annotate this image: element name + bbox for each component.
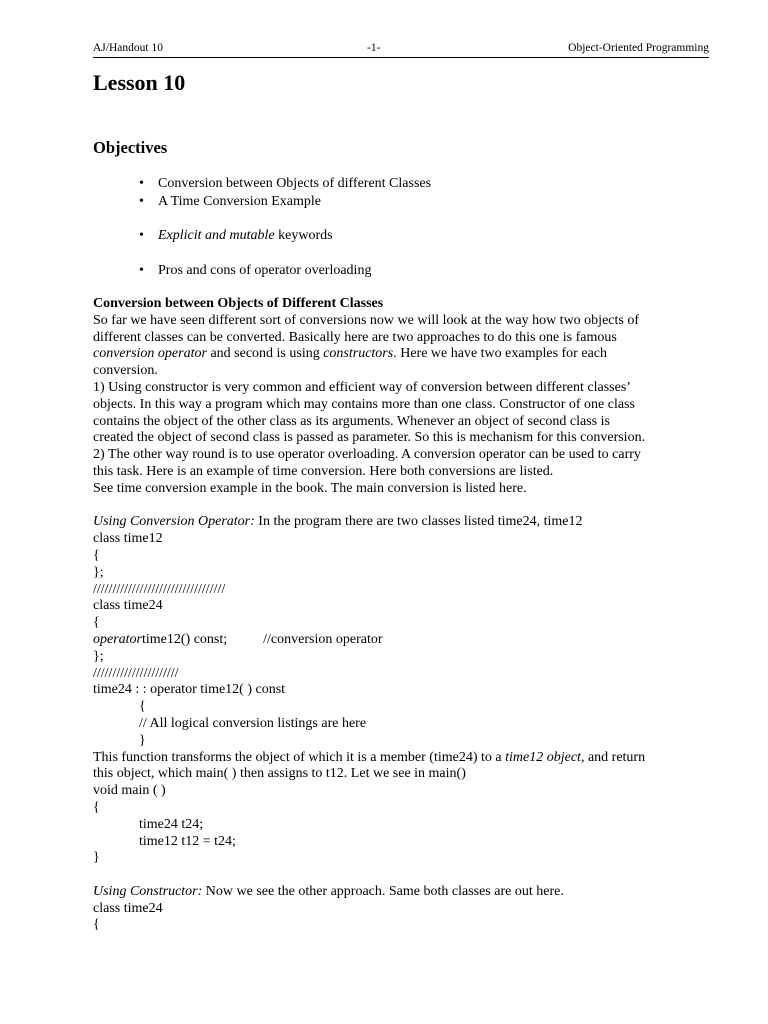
- intro-text: Now we see the other approach. Same both classes are out here.: [202, 883, 564, 899]
- code-line: {: [93, 615, 100, 631]
- term-time12-object: time12 object: [505, 749, 581, 765]
- code-line: {: [93, 799, 100, 815]
- paragraph-text: and second is using: [206, 346, 324, 362]
- code-line: class time12: [93, 531, 163, 547]
- paragraph-line: conversion.: [93, 363, 158, 379]
- code-line: {: [139, 699, 146, 715]
- intro-text: In the program there are two classes listed time24, time12: [254, 514, 583, 530]
- code-line: time12 t12 = t24;: [139, 833, 236, 849]
- lesson-title: Lesson 10: [93, 70, 186, 95]
- paragraph-line: objects. In this way a program which may contains more than one class. Constructor of one class: [93, 396, 635, 412]
- paragraph-text: . Here we have two examples for each: [393, 346, 607, 362]
- term-conversion-operator: conversion operator: [93, 346, 207, 362]
- paragraph-line: contains the object of the other class as its arguments. Whenever an object of second class is: [93, 413, 610, 429]
- objective-text: [158, 227, 333, 244]
- code-line: }: [93, 850, 100, 866]
- objectives-heading: Objectives: [93, 138, 168, 157]
- code-line: //////////////////////: [93, 665, 179, 681]
- code-line: {: [93, 917, 100, 933]
- bullet-icon: •: [139, 228, 144, 243]
- conversion-operator-intro: [93, 514, 709, 531]
- objective-italic: Explicit and mutable: [158, 228, 275, 243]
- paragraph-text: , and return: [580, 749, 646, 765]
- paragraph-line: created the object of second class is passed as parameter. So this is mechanism for this conversion.: [93, 430, 646, 446]
- objective-text: Conversion between Objects of different Classes: [158, 176, 432, 191]
- header-left: AJ/Handout 10: [93, 42, 163, 54]
- code-line: time24 : : operator time12( ) const: [93, 682, 286, 698]
- code-line: class time24: [93, 598, 163, 614]
- constructor-label: Using Constructor:: [93, 883, 203, 899]
- code-line: {: [93, 547, 100, 563]
- code-line: [93, 632, 709, 649]
- code-line: // All logical conversion listings are here: [139, 715, 367, 731]
- paragraph-text: This function transforms the object of which it is a member (time24) to a: [93, 749, 506, 765]
- handout-page: [93, 40, 709, 933]
- conversion-operator-label: Using Conversion Operator:: [93, 514, 255, 530]
- bullet-icon: •: [139, 263, 144, 278]
- page-header: [93, 40, 709, 58]
- code-comment: //conversion operator: [263, 631, 383, 647]
- code-line: };: [93, 648, 104, 664]
- operator-keyword: operator: [93, 631, 142, 647]
- spacer: [93, 498, 709, 515]
- paragraph-line: different classes can be converted. Basically here are two approaches to do this one is famous: [93, 329, 617, 345]
- document-body: [93, 296, 709, 934]
- paragraph-line: 2) The other way round is to use operator overloading. A conversion operator can be used to carry: [93, 447, 641, 463]
- code-line: }: [139, 732, 146, 748]
- paragraph-line: this object, which main( ) then assigns to t12. Let we see in main(): [93, 766, 466, 782]
- paragraph-line: 1) Using constructor is very common and efficient way of conversion between different classes’: [93, 379, 631, 395]
- paragraph-line: See time conversion example in the book. The main conversion is listed here.: [93, 480, 527, 496]
- bullet-icon: •: [139, 194, 144, 209]
- header-page-number: -1-: [367, 42, 381, 54]
- code-line: time24 t24;: [139, 816, 204, 832]
- spacer: [93, 867, 709, 884]
- paragraph-line: So far we have seen different sort of conversions now we will look at the way how two objects of: [93, 312, 639, 328]
- bullet-icon: •: [139, 176, 144, 191]
- objective-rest: keywords: [274, 228, 333, 243]
- objective-text: Pros and cons of operator overloading: [158, 263, 372, 278]
- code-text: time12() const;: [142, 631, 228, 647]
- code-line: class time24: [93, 900, 163, 916]
- constructor-intro: [93, 884, 709, 901]
- paragraph-line: this task. Here is an example of time conversion. Here both conversions are listed.: [93, 463, 554, 479]
- objective-text: A Time Conversion Example: [158, 194, 321, 209]
- term-constructors: constructors: [323, 346, 394, 362]
- paragraph-line: [93, 750, 709, 767]
- code-line: //////////////////////////////////: [93, 581, 226, 597]
- header-right: Object-Oriented Programming: [568, 42, 709, 54]
- code-line: void main ( ): [93, 783, 166, 799]
- paragraph-line: [93, 346, 709, 363]
- code-line: };: [93, 564, 104, 580]
- section-heading: Conversion between Objects of Different Classes: [93, 296, 384, 311]
